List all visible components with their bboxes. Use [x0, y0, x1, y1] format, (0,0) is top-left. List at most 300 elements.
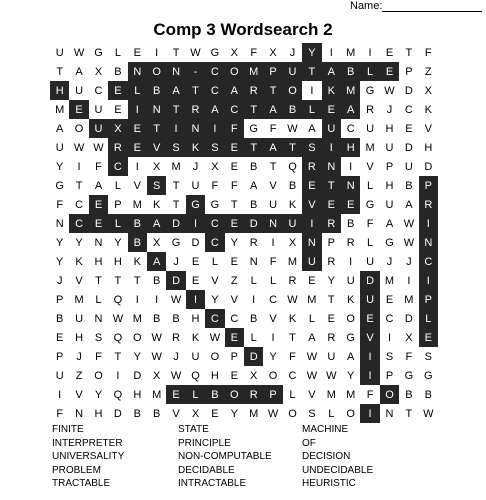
grid-cell: C	[108, 157, 127, 176]
grid-cell: T	[289, 331, 296, 344]
grid-cell: N	[186, 119, 205, 138]
grid-cell: M	[307, 293, 317, 306]
grid-cell: U	[322, 119, 341, 138]
grid-cell: V	[133, 179, 141, 192]
grid-cell: W	[73, 141, 85, 154]
grid-cell: J	[192, 160, 199, 173]
word-list-item: INTERPRETER	[52, 437, 123, 449]
grid-cell: R	[108, 138, 127, 157]
grid-cell: E	[133, 46, 141, 59]
grid-cell: N	[147, 100, 166, 119]
grid-cell: T	[186, 81, 205, 100]
grid-cell: L	[114, 46, 121, 59]
grid-cell: I	[128, 100, 147, 119]
grid-cell: B	[250, 198, 258, 211]
grid-cell: E	[419, 328, 438, 347]
grid-cell: E	[380, 62, 399, 81]
grid-cell: G	[210, 46, 220, 59]
grid-cell: H	[133, 388, 142, 401]
grid-cell: T	[405, 407, 413, 420]
grid-cell: A	[205, 100, 224, 119]
grid-cell: B	[250, 160, 258, 173]
grid-cell: E	[322, 195, 341, 214]
grid-cell: T	[230, 198, 238, 211]
grid-cell: R	[302, 157, 321, 176]
grid-cell: Y	[94, 388, 103, 401]
grid-cell: E	[166, 385, 185, 404]
grid-cell: I	[58, 388, 62, 401]
grid-cell: S	[308, 407, 316, 420]
grid-cell: B	[205, 385, 224, 404]
grid-cell: U	[55, 46, 64, 59]
grid-cell: H	[94, 255, 103, 268]
grid-cell: U	[346, 274, 355, 287]
grid-cell: F	[95, 160, 102, 173]
grid-cell: T	[269, 160, 277, 173]
grid-cell: E	[230, 160, 238, 173]
grid-cell: N	[75, 407, 84, 420]
grid-cell: Q	[113, 331, 123, 344]
grid-cell: E	[225, 328, 244, 347]
grid-cell: E	[114, 103, 122, 116]
grid-cell: K	[186, 138, 205, 157]
grid-cell: C	[385, 312, 394, 325]
grid-cell: I	[302, 214, 321, 233]
grid-cell: E	[191, 274, 200, 287]
grid-cell: Y	[230, 236, 238, 249]
grid-cell: N	[55, 217, 64, 230]
grid-cell: B	[153, 312, 161, 325]
grid-cell: Z	[230, 274, 238, 287]
grid-cell: B	[172, 312, 180, 325]
word-list-item: DECISION	[302, 451, 351, 462]
grid-cell: L	[367, 236, 374, 249]
grid-cell: A	[147, 214, 166, 233]
grid-cell: A	[94, 179, 103, 192]
grid-cell: U	[385, 141, 394, 154]
grid-cell: X	[405, 331, 413, 344]
grid-cell: I	[322, 138, 341, 157]
grid-cell: I	[419, 271, 438, 290]
grid-cell: N	[128, 62, 147, 81]
grid-cell: F	[56, 198, 64, 211]
grid-cell: Z	[424, 65, 432, 78]
grid-cell: C	[205, 309, 224, 328]
grid-cell: P	[419, 290, 438, 309]
grid-cell: E	[230, 369, 238, 382]
grid-cell: -	[186, 62, 205, 81]
grid-cell: I	[186, 214, 205, 233]
grid-cell: E	[56, 331, 64, 344]
word-list-item: OF	[302, 437, 316, 449]
grid-cell: R	[244, 81, 263, 100]
grid-cell: X	[94, 65, 103, 78]
grid-cell: R	[366, 103, 375, 116]
grid-cell: B	[405, 179, 413, 192]
grid-cell: F	[225, 119, 244, 138]
grid-cell: C	[205, 233, 224, 252]
grid-cell: W	[190, 46, 201, 59]
grid-cell: L	[128, 81, 147, 100]
grid-cell: H	[191, 312, 200, 325]
name-line	[382, 11, 482, 12]
grid-cell: P	[263, 62, 282, 81]
grid-cell: W	[423, 407, 434, 420]
grid-cell: I	[349, 160, 353, 173]
word-list-item: PRINCIPLE	[178, 437, 231, 449]
grid-cell: I	[360, 347, 379, 366]
grid-cell: L	[419, 309, 438, 328]
grid-cell: A	[385, 217, 394, 230]
grid-cell: L	[250, 274, 257, 287]
grid-cell: F	[56, 407, 64, 420]
grid-cell: S	[424, 350, 432, 363]
grid-cell: D	[404, 312, 413, 325]
grid-cell: E	[360, 309, 379, 328]
grid-cell: J	[406, 255, 412, 268]
grid-cell: T	[95, 274, 102, 287]
grid-cell: I	[77, 160, 81, 173]
grid-cell: N	[249, 255, 258, 268]
grid-cell: B	[128, 233, 147, 252]
grid-cell: V	[172, 407, 180, 420]
grid-cell: A	[322, 62, 341, 81]
grid-cell: I	[166, 119, 185, 138]
grid-cell: L	[367, 179, 374, 192]
grid-cell: E	[211, 407, 219, 420]
grid-cell: E	[302, 176, 321, 195]
grid-cell: T	[133, 274, 141, 287]
grid-cell: J	[289, 46, 296, 59]
grid-cell: I	[419, 214, 438, 233]
grid-cell: V	[230, 293, 238, 306]
grid-cell: E	[108, 81, 127, 100]
grid-cell: K	[288, 198, 297, 211]
grid-cell: D	[166, 214, 185, 233]
grid-cell: H	[385, 179, 394, 192]
grid-cell: A	[308, 331, 316, 344]
grid-cell: D	[424, 160, 433, 173]
grid-cell: T	[322, 176, 341, 195]
grid-cell: D	[166, 271, 185, 290]
grid-cell: T	[56, 65, 64, 78]
grid-cell: E	[322, 100, 341, 119]
grid-cell: M	[365, 141, 375, 154]
grid-cell: L	[308, 312, 315, 325]
grid-cell: O	[225, 385, 244, 404]
grid-cell: N	[341, 176, 360, 195]
grid-cell: G	[210, 198, 220, 211]
grid-cell: M	[132, 312, 142, 325]
grid-cell: G	[94, 46, 103, 59]
grid-cell: A	[263, 100, 282, 119]
grid-cell: L	[360, 62, 379, 81]
grid-cell: Y	[75, 236, 83, 249]
grid-cell: A	[225, 81, 244, 100]
grid-cell: U	[404, 160, 413, 173]
grid-cell: O	[288, 407, 297, 420]
grid-cell: B	[424, 388, 432, 401]
grid-cell: O	[346, 407, 355, 420]
grid-cell: V	[308, 388, 316, 401]
grid-cell: K	[133, 255, 141, 268]
grid-cell: G	[424, 369, 433, 382]
grid-cell: N	[419, 233, 438, 252]
grid-cell: N	[263, 214, 282, 233]
grid-cell: R	[322, 214, 341, 233]
grid-cell: T	[244, 100, 263, 119]
word-list-item: FINITE	[52, 424, 84, 435]
word-list-item: HEURISTIC	[302, 478, 356, 489]
grid-cell: E	[225, 214, 244, 233]
grid-cell: U	[302, 252, 321, 271]
grid-cell: T	[263, 81, 282, 100]
grid-cell: S	[205, 138, 224, 157]
grid-cell: J	[56, 274, 63, 287]
grid-cell: E	[385, 46, 394, 59]
grid-cell: E	[230, 255, 238, 268]
grid-cell: F	[269, 122, 277, 135]
grid-cell: E	[128, 119, 147, 138]
grid-cell: Q	[191, 369, 200, 382]
grid-cell: K	[153, 198, 161, 211]
grid-cell: F	[424, 46, 432, 59]
grid-cell: U	[55, 141, 64, 154]
grid-cell: T	[405, 46, 413, 59]
grid-cell: S	[302, 138, 321, 157]
grid-cell: M	[384, 274, 395, 287]
grid-cell: Y	[327, 274, 335, 287]
grid-cell: R	[327, 331, 336, 344]
grid-cell: C	[75, 198, 84, 211]
grid-cell: C	[205, 81, 224, 100]
grid-cell: E	[341, 195, 360, 214]
grid-cell: N	[166, 62, 185, 81]
grid-cell: A	[250, 179, 258, 192]
word-list-item: DECIDABLE	[178, 464, 235, 476]
grid-cell: L	[108, 214, 127, 233]
grid-cell: X	[153, 160, 161, 173]
grid-cell: U	[75, 84, 84, 97]
grid-cell: I	[116, 369, 120, 382]
grid-cell: P	[56, 293, 64, 306]
grid-cell: C	[419, 252, 438, 271]
grid-cell: W	[170, 293, 182, 306]
grid-cell: I	[360, 404, 379, 423]
grid-cell: D	[244, 214, 263, 233]
grid-cell: R	[327, 255, 336, 268]
grid-cell: P	[56, 350, 64, 363]
grid-cell: O	[133, 331, 142, 344]
grid-cell: I	[360, 366, 379, 385]
grid-cell: B	[128, 214, 147, 233]
grid-cell: B	[288, 179, 297, 192]
grid-cell: A	[75, 65, 83, 78]
grid-cell: T	[172, 179, 180, 192]
grid-cell: E	[225, 138, 244, 157]
grid-cell: W	[73, 46, 85, 59]
grid-cell: S	[147, 176, 166, 195]
grid-cell: X	[250, 369, 258, 382]
grid-cell: X	[191, 407, 200, 420]
grid-cell: L	[211, 255, 218, 268]
word-list-item: UNIVERSALITY	[52, 451, 125, 462]
grid-cell: X	[108, 119, 127, 138]
grid-cell: K	[322, 81, 341, 100]
grid-cell: V	[360, 328, 379, 347]
grid-cell: W	[306, 350, 318, 363]
grid-cell: H	[113, 255, 122, 268]
grid-cell: P	[263, 385, 282, 404]
grid-cell: R	[244, 385, 263, 404]
grid-cell: I	[368, 46, 372, 59]
grid-cell: J	[173, 350, 179, 363]
grid-cell: P	[385, 160, 394, 173]
grid-cell: O	[380, 385, 399, 404]
grid-cell: U	[55, 369, 64, 382]
grid-cell: B	[56, 312, 64, 325]
grid-cell: C	[346, 122, 355, 135]
grid-cell: U	[360, 290, 379, 309]
grid-cell: C	[225, 100, 244, 119]
grid-cell: T	[166, 100, 185, 119]
grid-cell: C	[404, 103, 413, 116]
grid-cell: I	[135, 293, 139, 306]
grid-cell: M	[55, 103, 65, 116]
word-list-item: STATE	[178, 424, 209, 435]
grid-cell: F	[95, 350, 102, 363]
grid-cell: R	[288, 274, 297, 287]
grid-cell: O	[94, 369, 103, 382]
grid-cell: D	[191, 236, 200, 249]
grid-cell: B	[133, 407, 141, 420]
grid-cell: A	[341, 100, 360, 119]
grid-cell: W	[209, 331, 221, 344]
grid-cell: Y	[347, 369, 355, 382]
grid-cell: X	[424, 84, 432, 97]
grid-cell: G	[404, 369, 414, 382]
grid-cell: W	[306, 369, 318, 382]
grid-cell: T	[114, 350, 122, 363]
grid-cell: R	[419, 195, 438, 214]
grid-cell: X	[230, 46, 238, 59]
grid-cell: A	[147, 252, 166, 271]
grid-cell: S	[166, 138, 185, 157]
grid-cell: Y	[269, 350, 277, 363]
grid-cell: I	[271, 236, 275, 249]
grid-cell: K	[424, 103, 432, 116]
grid-cell: B	[114, 65, 122, 78]
grid-cell: B	[405, 388, 413, 401]
grid-cell: R	[346, 236, 355, 249]
grid-cell: M	[249, 407, 259, 420]
grid-cell: I	[310, 84, 314, 97]
grid-cell: I	[155, 293, 159, 306]
grid-cell: Q	[113, 293, 123, 306]
grid-cell: C	[69, 214, 88, 233]
grid-cell: I	[407, 274, 411, 287]
grid-cell: B	[147, 81, 166, 100]
wordsearch-grid	[50, 43, 438, 423]
grid-cell: W	[384, 84, 395, 97]
grid-cell: E	[308, 274, 316, 287]
grid-cell: A	[308, 122, 316, 135]
grid-cell: G	[55, 179, 64, 192]
grid-cell: G	[385, 236, 394, 249]
grid-cell: G	[365, 84, 375, 97]
grid-cell: R	[186, 100, 205, 119]
grid-cell: Q	[113, 388, 123, 401]
grid-cell: R	[172, 331, 181, 344]
grid-cell: C	[205, 214, 224, 233]
grid-cell: L	[302, 100, 321, 119]
grid-cell: L	[114, 179, 121, 192]
grid-cell: H	[75, 331, 84, 344]
grid-cell: W	[403, 236, 415, 249]
grid-cell: S	[385, 350, 394, 363]
grid-cell: U	[366, 255, 375, 268]
grid-cell: M	[341, 81, 360, 100]
grid-cell: U	[283, 214, 302, 233]
grid-cell: E	[128, 138, 147, 157]
grid-cell: A	[347, 350, 355, 363]
grid-cell: H	[210, 369, 219, 382]
grid-cell: T	[114, 274, 122, 287]
grid-cell: P	[114, 198, 122, 211]
grid-cell: K	[347, 293, 355, 306]
grid-cell: C	[230, 312, 239, 325]
grid-cell: W	[287, 293, 298, 306]
grid-cell: Q	[288, 160, 297, 173]
grid-cell: W	[112, 312, 124, 325]
name-label: Name:	[350, 0, 383, 12]
grid-cell: V	[366, 160, 374, 173]
grid-cell: K	[191, 331, 200, 344]
grid-cell: G	[186, 195, 205, 214]
grid-cell: U	[191, 179, 200, 192]
grid-cell: W	[267, 407, 279, 420]
grid-cell: N	[94, 236, 103, 249]
grid-cell: O	[225, 62, 244, 81]
grid-cell: N	[385, 407, 394, 420]
grid-cell: X	[288, 236, 297, 249]
grid-cell: U	[327, 350, 336, 363]
grid-cell: F	[230, 179, 238, 192]
grid-cell: H	[50, 81, 69, 100]
grid-cell: V	[75, 388, 83, 401]
grid-cell: B	[341, 62, 360, 81]
grid-cell: E	[69, 100, 88, 119]
grid-cell: N	[302, 233, 321, 252]
grid-cell: J	[76, 350, 82, 363]
grid-cell: B	[250, 312, 258, 325]
grid-cell: B	[153, 274, 161, 287]
grid-cell: T	[147, 119, 166, 138]
word-list-item: TRACTABLE	[52, 478, 111, 489]
grid-cell: E	[327, 312, 335, 325]
grid-cell: D	[404, 141, 413, 154]
grid-cell: J	[173, 255, 179, 268]
grid-cell: F	[366, 388, 374, 401]
grid-cell: R	[249, 236, 258, 249]
grid-cell: X	[153, 369, 161, 382]
grid-cell: L	[95, 293, 102, 306]
grid-cell: N	[322, 157, 341, 176]
grid-cell: V	[75, 274, 83, 287]
grid-cell: U	[366, 122, 375, 135]
grid-cell: E	[89, 195, 108, 214]
grid-cell: U	[94, 103, 103, 116]
